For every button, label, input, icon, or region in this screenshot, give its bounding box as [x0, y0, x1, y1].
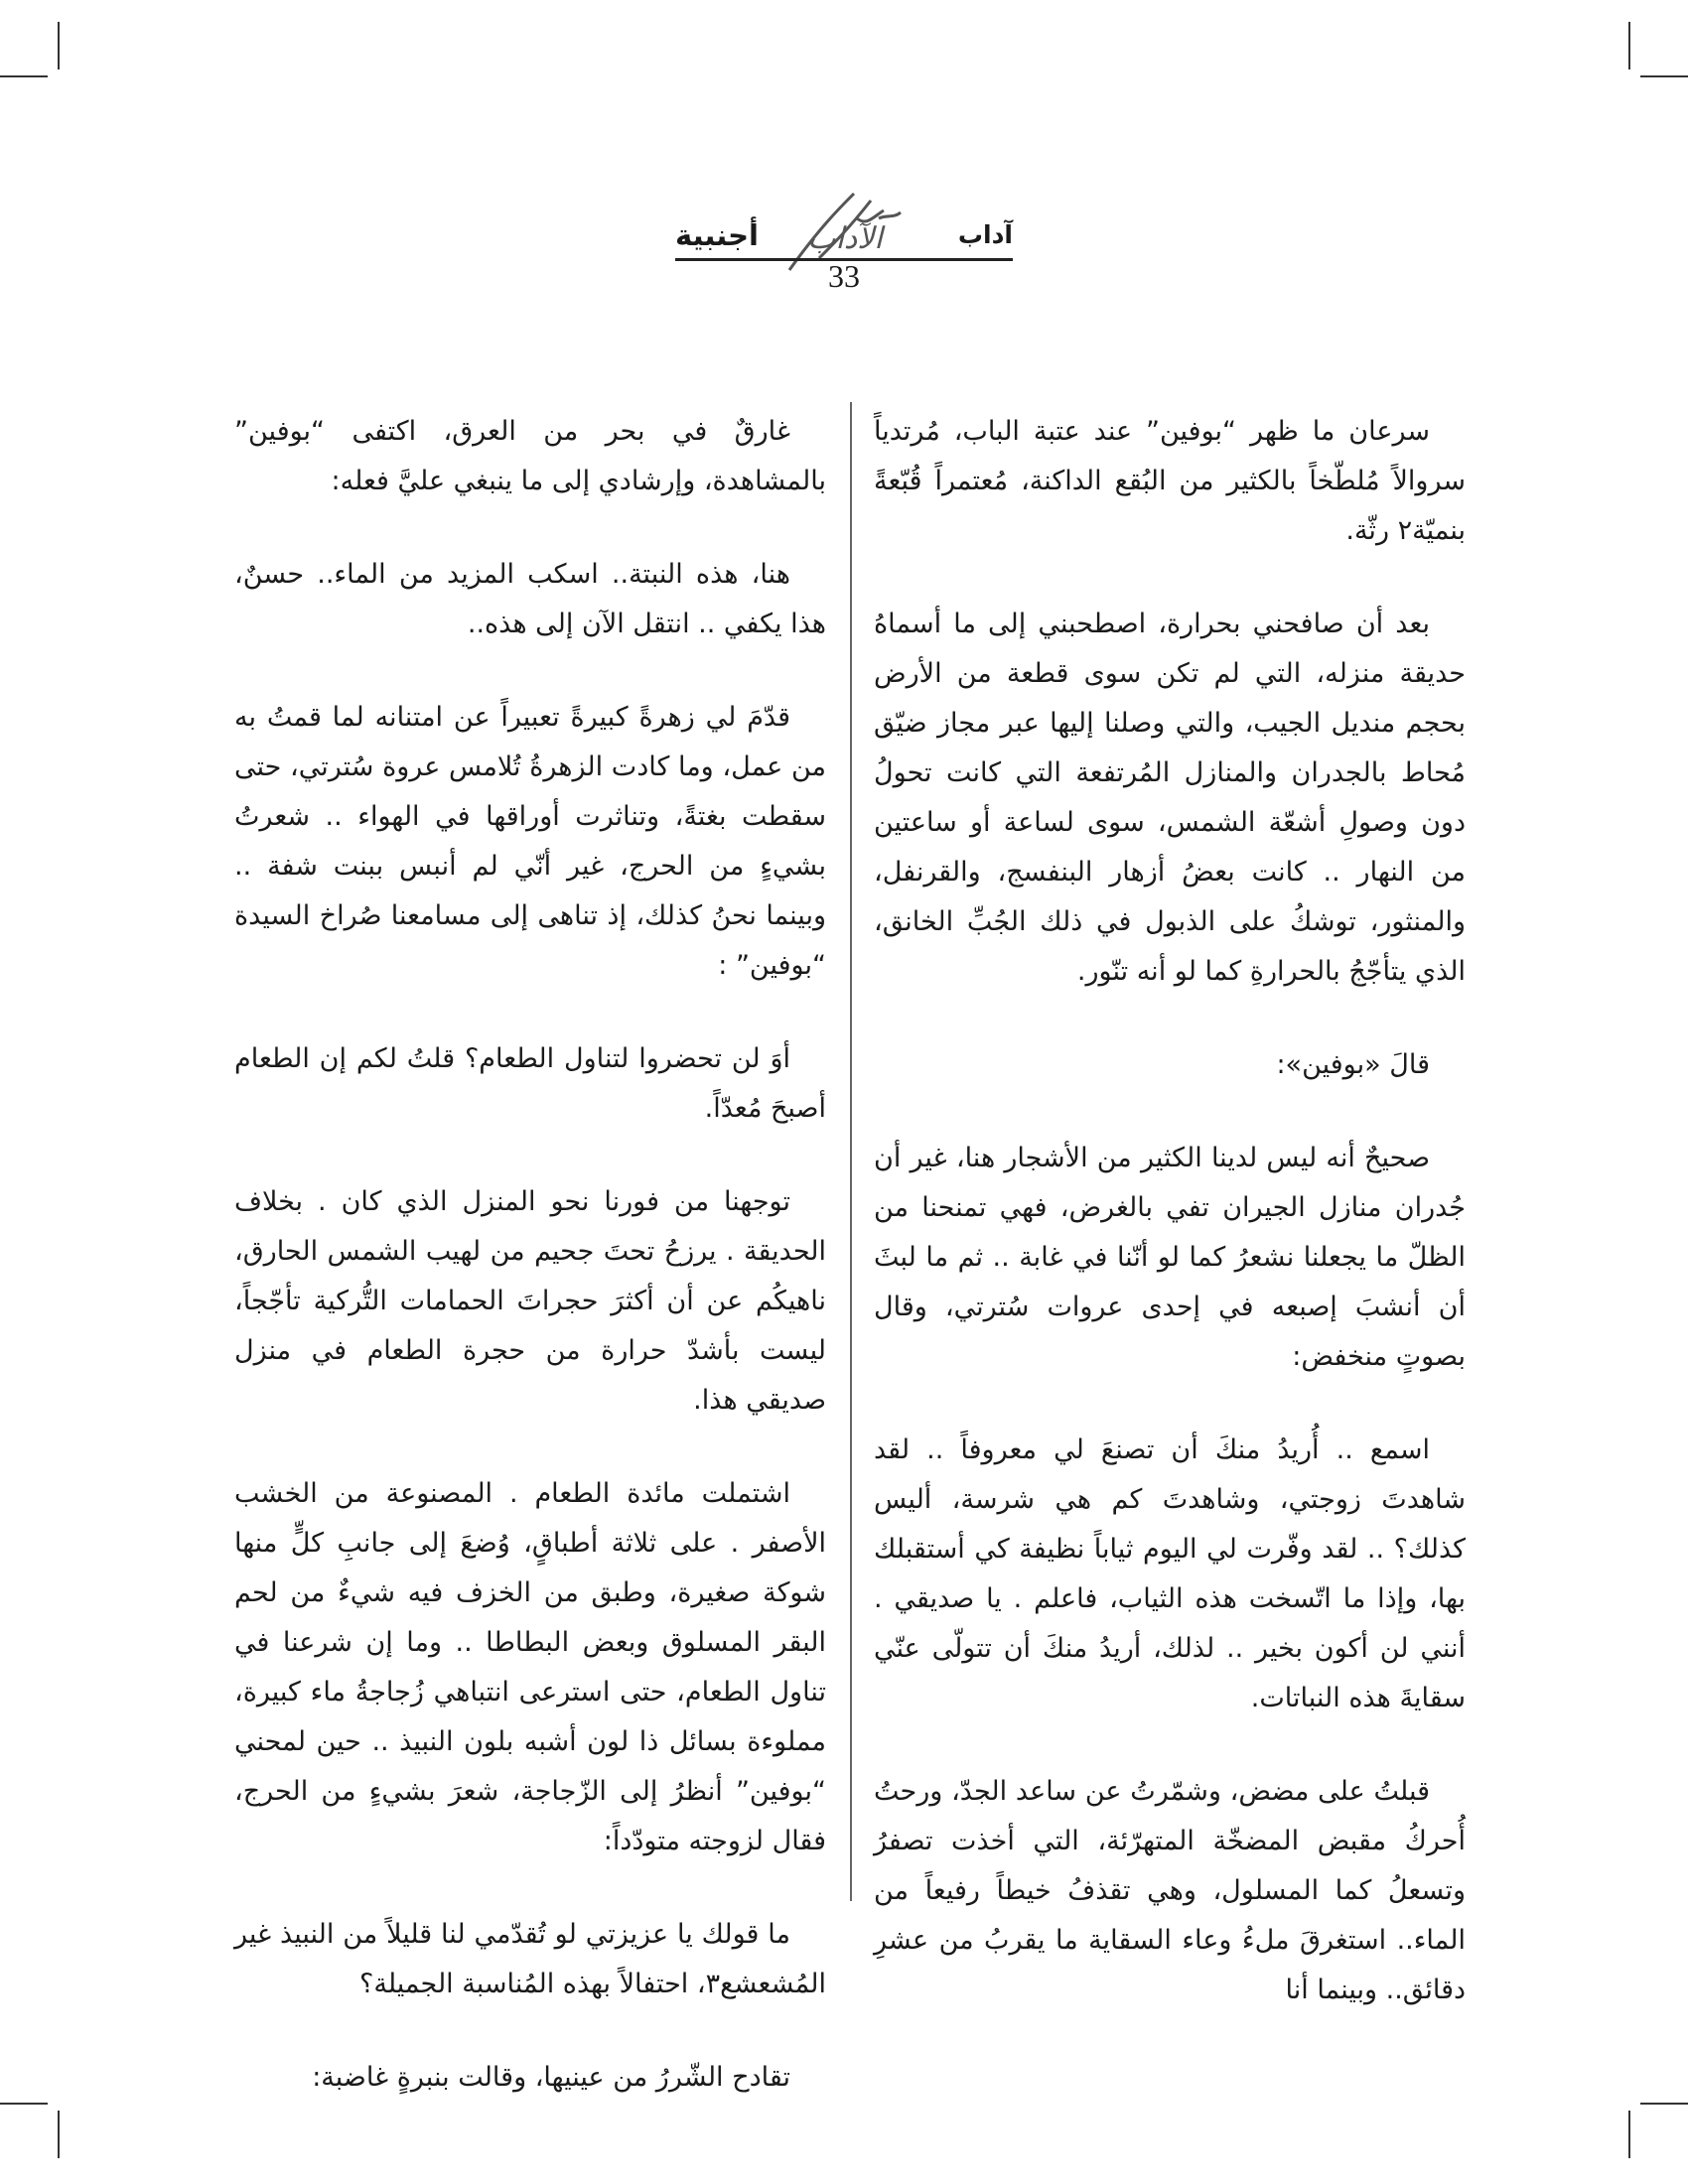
paragraph: سرعان ما ظهر “بوفين” عند عتبة الباب، مُرتدياً سروالاً مُلطّخاً بالكثير من البُقع الداكنة، مُعتمراً قُبّعةً بنميّة٢ رثّة.: [874, 416, 1466, 546]
header-brand-word-1: آداب: [957, 220, 1013, 249]
paragraph: بعد أن صافحني بحرارة، اصطحبني إلى ما أسماهُ حديقة منزله، التي لم تكن سوى قطعة من الأرض بحجم منديل الجيب، والتي وصلنا إليها عبر مجاز ضيّق مُحاط بالجدران والمنازل المُرتفعة التي كانت تحولُ دون وصولِ أشعّة الشمس، سوى لساعة أو ساعتين من النهار .. كانت بعضُ أزهار البنفسج، والقرنفل، والمنثور، توشكُ على الذبول في ذلك الجُبِّ الخانق، الذي يتأجّجُ بالحرارةِ كما لو أنه تنّور.: [874, 609, 1466, 987]
paragraph: تقادح الشّررُ من عينيها، وقالت بنبرةٍ غاضبة:: [312, 2062, 790, 2093]
page-number: 33: [828, 258, 860, 294]
crop-mark: [1640, 75, 1688, 77]
paragraph: توجهنا من فورنا نحو المنزل الذي كان . بخلاف الحديقة . يرزحُ تحتَ جحيم من لهيب الشمس الحارق، ناهيكُم عن أن أكثرَ حجراتَ الحمامات التُّركية تأجّجاً، ليست بأشدّ حرارة من حجرة الطعام في منزل صديقي هذا.: [234, 1186, 826, 1416]
paragraph: قبلتُ على مضض، وشمّرتُ عن ساعد الجدّ، ورحتُ أُحركُ مقبض المضخّة المتهرّئة، التي أخذت تصفرُ وتسعلُ كما المسلول، وهي تقذفُ خيطاً رفيعاً من الماء.. استغرقَ ملءُ وعاء السقاية ما يقربُ من عشرِ دقائق.. وبينما أنا: [874, 1776, 1466, 2005]
paragraph: هنا، هذه النبتة.. اسكب المزيد من الماء.. حسنٌ، هذا يكفي .. انتقل الآن إلى هذه..: [234, 559, 826, 639]
crop-mark: [58, 22, 60, 69]
text-column-right: [874, 407, 1466, 2059]
crop-mark: [0, 75, 48, 77]
svg-text:الآداب: الآداب: [807, 221, 883, 256]
paragraph: قالَ «بوفين»:: [1276, 1049, 1430, 1080]
column-divider: [850, 402, 852, 1901]
page-header: [675, 189, 1013, 308]
paragraph: قدّمَ لي زهرةً كبيرةً تعبيراً عن امتنانه لما قمتُ به من عمل، وما كادت الزهرةُ تُلامس عروة سُترتي، حتى سقطت بغتةً، وتناثرت أوراقها في الهواء .. شعرتُ بشيءٍ من الحرج، غير أنّي لم أنبس ببنت شفة .. وبينما نحنُ كذلك، إذ تناهى إلى مسامعنا صُراخ السيدة “بوفين” :: [234, 702, 826, 981]
paragraph: غارقٌ في بحر من العرق، اكتفى “بوفين” بالمشاهدة، وإرشادي إلى ما ينبغي عليَّ فعله:: [234, 416, 826, 496]
crop-mark: [1628, 2111, 1630, 2158]
text-column-left: [234, 407, 826, 2146]
crop-mark: [1640, 2103, 1688, 2105]
crop-mark: [1628, 22, 1630, 69]
paragraph: ما قولك يا عزيزتي لو تُقدّمي لنا قليلاً من النبيذ غير المُشعشع٣، احتفالاً بهذه المُناسبة الجميلة؟: [234, 1919, 826, 1999]
paragraph: اشتملت مائدة الطعام . المصنوعة من الخشب الأصفر . على ثلاثة أطباقٍ، وُضعَ إلى جانبِ كلٍّ منها شوكة صغيرة، وطبق من الخزف فيه شيءٌ من لحم البقر المسلوق وبعض البطاطا .. وما إن شرعنا في تناول الطعام، حتى استرعى انتباهي زُجاجةُ ماء كبيرة، مملوءة بسائل ذا لون أشبه بلون النبيذ .. حين لمحني “بوفين” أنظرُ إلى الزّجاجة، شعرَ بشيءٍ من الحرج، فقال لزوجته متودّداً:: [234, 1478, 826, 1856]
header-brand-word-2: أجنبية: [675, 218, 759, 252]
crop-mark: [0, 2103, 48, 2105]
paragraph: اسمع .. أُريدُ منكَ أن تصنعَ لي معروفاً .. لقد شاهدتَ زوجتي، وشاهدتَ كم هي شرسة، أليس كذلك؟ .. لقد وفّرت لي اليوم ثياباً نظيفة كي أستقبلك بها، وإذا ما اتّسخت هذه الثياب، فاعلم . يا صديقي . أنني لن أكون بخير .. لذلك، أريدُ منكَ أن تتولّى عنّي سقايةَ هذه النباتات.: [874, 1434, 1466, 1713]
paragraph: أوَ لن تحضروا لتناول الطعام؟ قلتُ لكم إن الطعام أصبحَ مُعدّاً.: [234, 1043, 826, 1124]
crop-mark: [58, 2111, 60, 2158]
paragraph: صحيحٌ أنه ليس لدينا الكثير من الأشجار هنا، غير أن جُدران منازل الجيران تفي بالغرض، فهي تمنحنا من الظلّ ما يجعلنا نشعرُ كما لو أنّنا في غابة .. ثم ما لبثَ أن أنشبَ إصبعه في إحدى عروات سُترتي، وقال بصوتٍ منخفض:: [874, 1143, 1466, 1372]
